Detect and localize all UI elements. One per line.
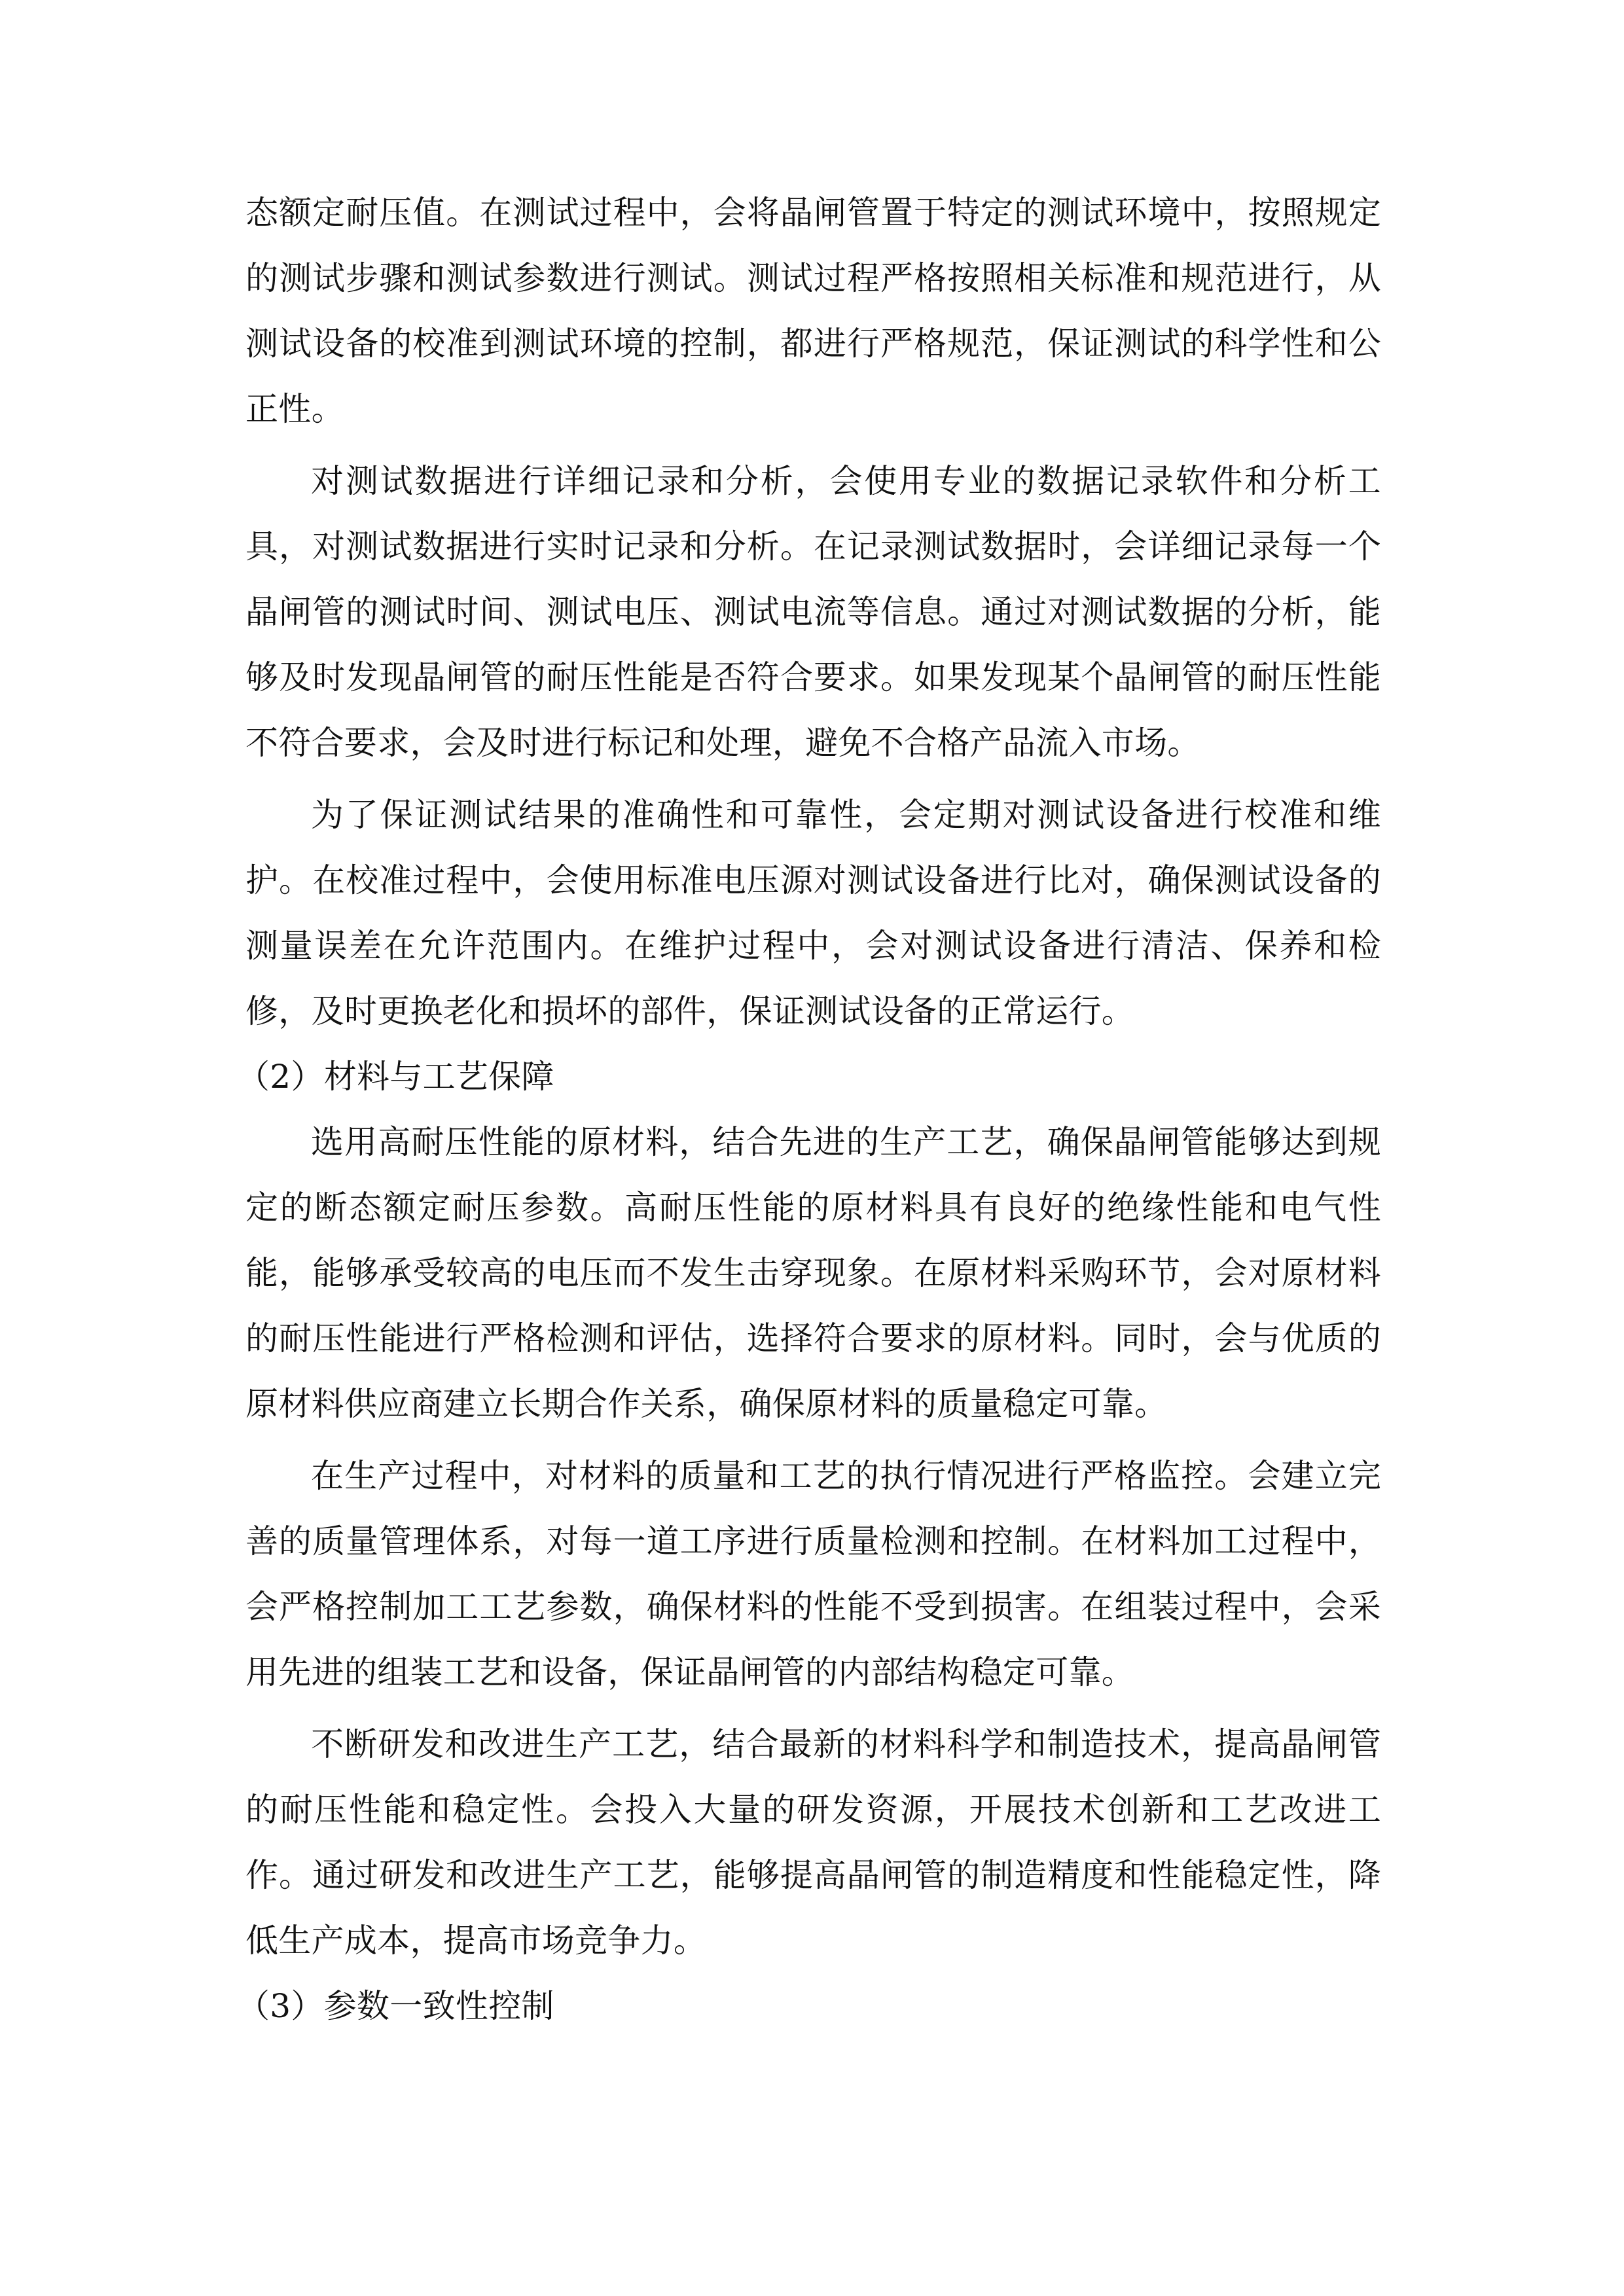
paragraph-line: 对测试数据进行详细记录和分析，会使用专业的数据记录软件和分析工 [311,462,1381,500]
paragraph-line: 晶闸管的测试时间、测试电压、测试电流等信息。通过对测试数据的分析，能 [245,593,1381,631]
section-heading: （3）参数一致性控制 [237,1987,554,2025]
paragraph-line: 具，对测试数据进行实时记录和分析。在记录测试数据时，会详细记录每一个 [245,528,1381,565]
paragraph-line: 作。通过研发和改进生产工艺，能够提高晶闸管的制造精度和性能稳定性，降 [245,1856,1381,1894]
paragraph-line: 原材料供应商建立长期合作关系，确保原材料的质量稳定可靠。 [245,1385,1168,1423]
paragraph-line: 态额定耐压值。在测试过程中，会将晶闸管置于特定的测试环境中，按照规定 [245,194,1381,232]
section-heading: （2）材料与工艺保障 [237,1058,554,1096]
paragraph-line: 测量误差在允许范围内。在维护过程中，会对测试设备进行清洁、保养和检 [245,927,1381,965]
paragraph-line: 不符合要求，会及时进行标记和处理，避免不合格产品流入市场。 [245,724,1200,762]
paragraph-line: 不断研发和改进生产工艺，结合最新的材料科学和制造技术，提高晶闸管 [311,1725,1381,1763]
paragraph-line: 为了保证测试结果的准确性和可靠性，会定期对测试设备进行校准和维 [311,796,1381,834]
paragraph-line: 会严格控制加工工艺参数，确保材料的性能不受到损害。在组装过程中，会采 [245,1588,1381,1626]
paragraph-line: 测试设备的校准到测试环境的控制，都进行严格规范，保证测试的科学性和公 [245,325,1381,363]
paragraph-line: 用先进的组装工艺和设备，保证晶闸管的内部结构稳定可靠。 [245,1653,1135,1691]
paragraph-line: 善的质量管理体系，对每一道工序进行质量检测和控制。在材料加工过程中， [245,1522,1381,1560]
paragraph-line: 在生产过程中，对材料的质量和工艺的执行情况进行严格监控。会建立完 [311,1457,1381,1495]
paragraph-line: 定的断态额定耐压参数。高耐压性能的原材料具有良好的绝缘性能和电气性 [245,1189,1381,1227]
paragraph-line: 能，能够承受较高的电压而不发生击穿现象。在原材料采购环节，会对原材料 [245,1254,1381,1292]
paragraph-line: 选用高耐压性能的原材料，结合先进的生产工艺，确保晶闸管能够达到规 [311,1123,1381,1161]
paragraph-line: 修，及时更换老化和损坏的部件，保证测试设备的正常运行。 [245,992,1135,1030]
paragraph-line: 的耐压性能和稳定性。会投入大量的研发资源，开展技术创新和工艺改进工 [245,1791,1381,1829]
paragraph-line: 护。在校准过程中，会使用标准电压源对测试设备进行比对，确保测试设备的 [245,861,1381,899]
paragraph-line: 低生产成本，提高市场竞争力。 [245,1922,707,1960]
paragraph-line: 正性。 [245,390,344,428]
paragraph-line: 够及时发现晶闸管的耐压性能是否符合要求。如果发现某个晶闸管的耐压性能 [245,658,1381,696]
paragraph-line: 的测试步骤和测试参数进行测试。测试过程严格按照相关标准和规范进行，从 [245,259,1381,297]
paragraph-line: 的耐压性能进行严格检测和评估，选择符合要求的原材料。同时，会与优质的 [245,1319,1381,1357]
